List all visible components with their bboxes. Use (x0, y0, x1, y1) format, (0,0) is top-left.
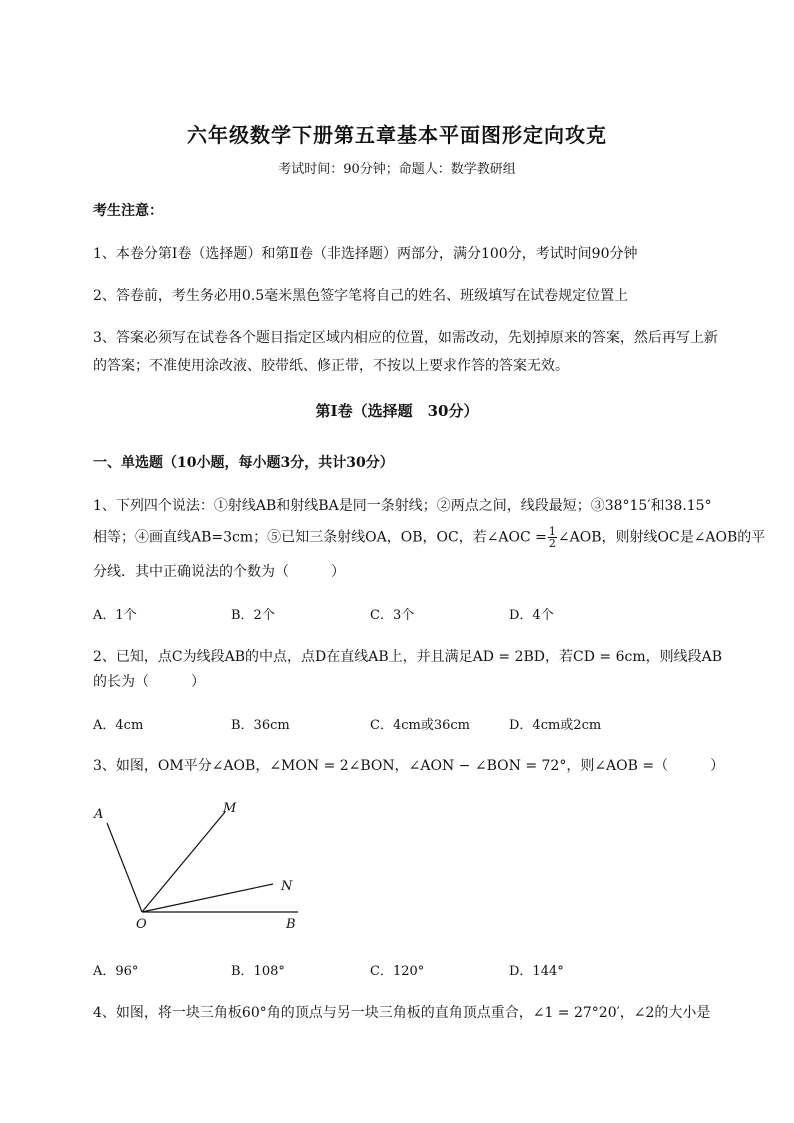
label-a: A (94, 807, 104, 822)
q3-angle-figure (85, 795, 315, 935)
page-title: 六年级数学下册第五章基本平面图形定向攻克 (187, 123, 607, 147)
q3-line-1: 3、如图，OM平分∠AOB，∠MON = 2∠BON，∠AON − ∠BON = 72°，则∠AOB =（ ） (93, 758, 725, 774)
ray-oa (107, 823, 142, 912)
q1-line-3: 分线．其中正确说法的个数为（ ） (93, 564, 345, 580)
label-n: N (281, 879, 293, 894)
notice-item-3: 3、答案必须写在试卷各个题目指定区域内相应的位置，如需改动，先划掉原来的答案，然后再写上新 (93, 330, 718, 346)
notice-item-3-continued: 的答案；不准使用涂改液、胶带纸、修正带，不按以上要求作答的答案无效。 (93, 358, 569, 374)
q2-line-2: 的长为（ ） (93, 674, 205, 690)
fraction-denominator: 2 (548, 537, 556, 550)
notice-item-1: 1、本卷分第Ⅰ卷（选择题）和第Ⅱ卷（非选择题）两部分，满分100分，考试时间90分钟 (93, 246, 638, 262)
q3-option-b[interactable]: B．108° (231, 964, 285, 979)
q1-option-a[interactable]: A．1个 (93, 608, 137, 623)
q2-line-1: 2、已知，点C为线段AB的中点，点D在直线AB上，并且满足AD = 2BD，若CD = 6cm，则线段AB (93, 649, 723, 665)
q2-option-d[interactable]: D．4cm或2cm (509, 718, 602, 733)
q2-option-c[interactable]: C．4cm或36cm (370, 718, 470, 733)
label-o: O (136, 917, 147, 932)
notice-item-2: 2、答卷前，考生务必用0.5毫米黑色签字笔将自己的姓名、班级填写在试卷规定位置上 (93, 288, 629, 304)
fraction-numerator: 1 (548, 525, 556, 538)
q1-line-2-b: ∠AOB，则射线OC是∠AOB的平 (557, 529, 766, 546)
q3-option-c[interactable]: C．120° (370, 964, 425, 979)
label-m: M (223, 801, 237, 816)
section-heading: 一、单选题（10小题，每小题3分，共计30分） (93, 455, 394, 471)
q1-line-2 (93, 526, 765, 549)
q1-line-2-a: 相等；④画直线AB=3cm；⑤已知三条射线OA，OB，OC，若∠AOC = (93, 529, 547, 546)
q1-option-d[interactable]: D．4个 (509, 608, 554, 623)
q3-option-a[interactable]: A．96° (93, 964, 139, 979)
q2-option-a[interactable]: A．4cm (93, 718, 144, 733)
q4-line-1: 4、如图，将一块三角板60°角的顶点与另一块三角板的直角顶点重合，∠1 = 27°20′，∠2的大小是 (93, 1005, 711, 1021)
notice-heading: 考生注意： (93, 203, 163, 219)
q1-option-c[interactable]: C．3个 (370, 608, 415, 623)
q1-line-1: 1、下列四个说法：①射线AB和射线BA是同一条射线；②两点之间，线段最短；③38°15′和38.15° (93, 498, 712, 514)
fraction-one-half (548, 526, 557, 549)
section-title: 第Ⅰ卷（选择题 30分） (315, 402, 479, 420)
q2-option-b[interactable]: B．36cm (231, 718, 290, 733)
q1-option-b[interactable]: B．2个 (231, 608, 275, 623)
q3-option-d[interactable]: D．144° (509, 964, 564, 979)
exam-info: 考试时间：90分钟；命题人：数学教研组 (278, 162, 516, 177)
label-b: B (286, 917, 296, 932)
